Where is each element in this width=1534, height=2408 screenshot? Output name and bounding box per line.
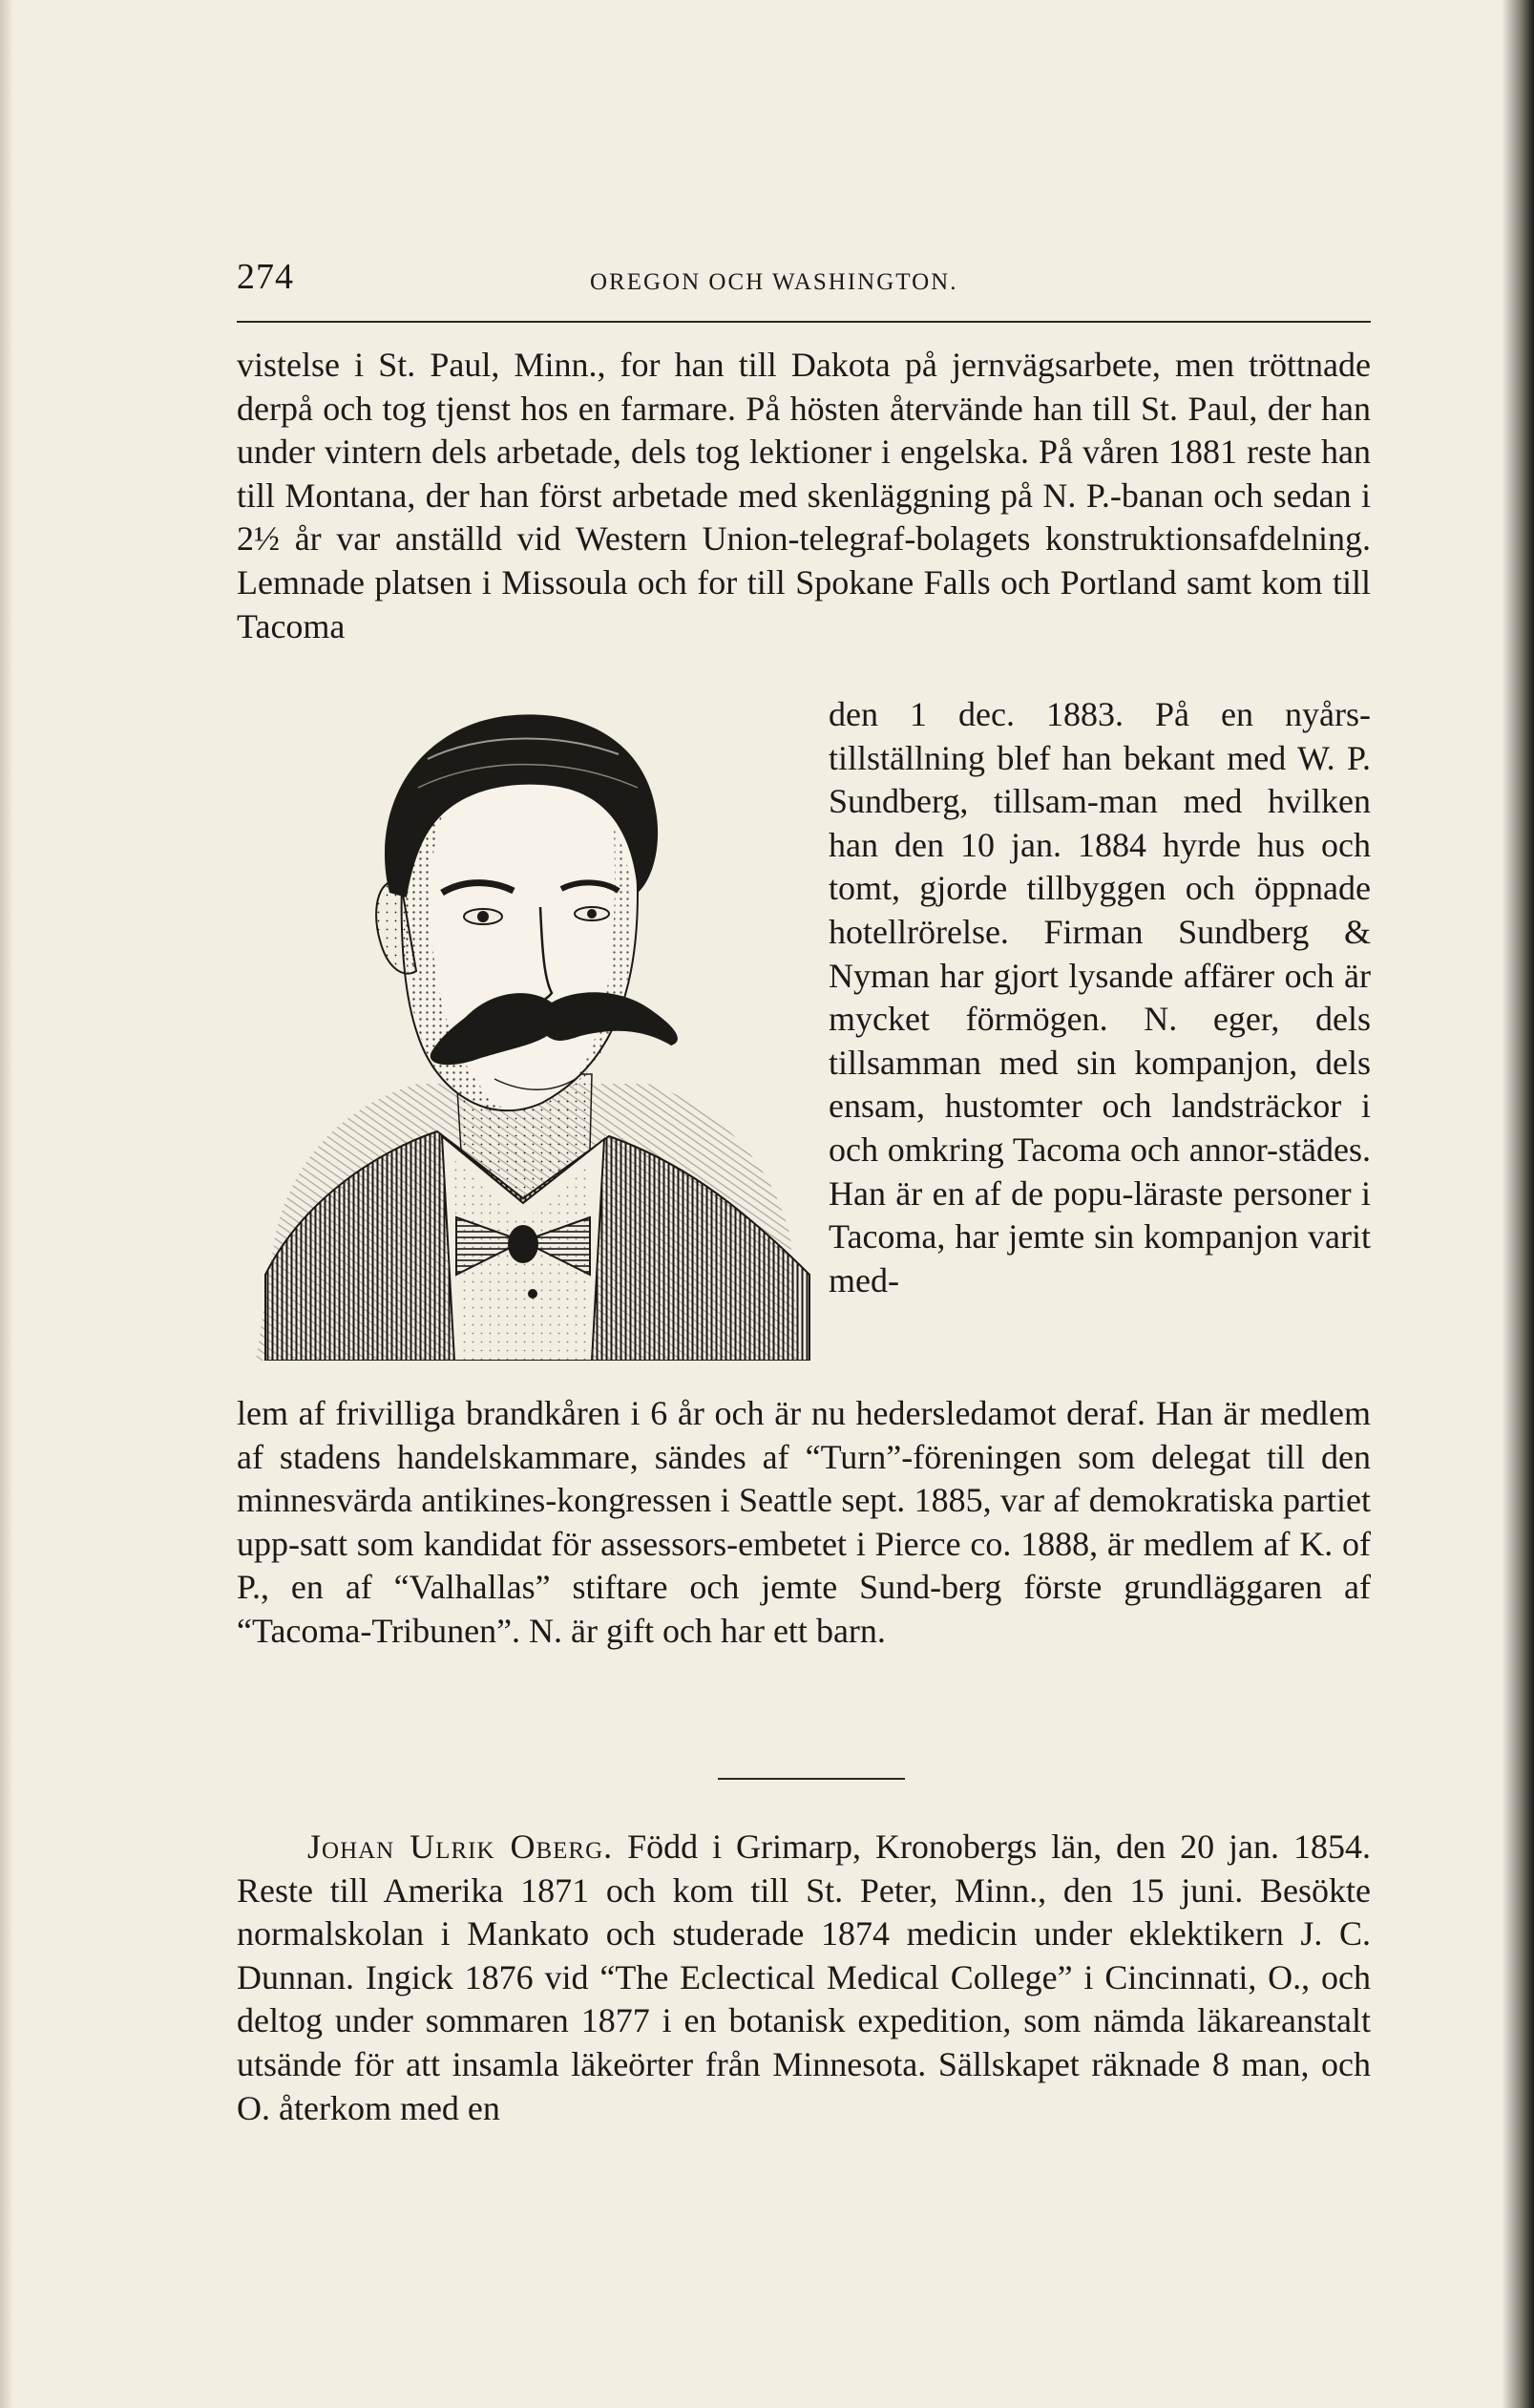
header-rule [237, 321, 1371, 323]
running-title: OREGON OCH WASHINGTON. [590, 269, 958, 295]
body-text-bottom [237, 1392, 1371, 1654]
page-edge-right [1502, 0, 1534, 2408]
portrait-illustration [237, 702, 819, 1361]
paragraph-top: vistelse i St. Paul, Minn., for han till Dakota på jernvägsarbete, men tröttnade derpå och tog tjenst hos en farmare. På hösten återvände han till St. Paul, der han under vintern dels arbetade, dels tog lektioner i engelska. På våren 1881 reste han till Montana, der han först arbetade med skenläggning på N. P.-banan och sedan i 2½ år var anställd vid Western Union-telegraf-bolagets konstruktionsafdelning. Lemnade platsen i Missoula och for till Spokane Falls och Portland samt kom till Tacoma [237, 346, 1371, 645]
page-edge-left [0, 0, 13, 2408]
running-header [237, 256, 1373, 300]
section-divider [718, 1778, 905, 1780]
entry-name: Johan Ulrik Oberg. [307, 1827, 614, 1866]
entry-paragraph [237, 1826, 1371, 2130]
portrait-engraving [237, 702, 819, 1361]
entry-text: Född i Grimarp, Kronobergs län, den 20 jan. 1854. Reste till Amerika 1871 och kom till St. Peter, Minn., den 15 juni. Besökte normalskolan i Mankato och studerade 1874 medicin under eklektikern J. C. Dunnan. Ingick 1876 vid “The Eclectical Medical College” i Cincinnati, O., och deltog under sommaren 1877 i en botanisk expedition, som nämda läkareanstalt utsände för att insamla läkeörter från Minnesota. Sällskapet räknade 8 man, och O. återkom med en [237, 1827, 1371, 2127]
biography-entry [237, 1826, 1371, 2130]
paragraph-wrap: den 1 dec. 1883. På en nyårs-tillställning blef han bekant med W. P. Sundberg, tillsam-man med hvilken han den 10 jan. 1884 hyrde hus och tomt, gjorde tillbyggen och öppnade hotellrörelse. Firman Sundberg & Nyman har gjort lysande affärer och är mycket förmögen. N. eger, dels tillsamman med sin kompanjon, dels ensam, hustomter och landsträckor i och omkring Tacoma och annor-städes. Han är en af de popu-läraste personer i Tacoma, har jemte sin kompanjon varit med- [829, 695, 1371, 1299]
body-text-wrap [829, 693, 1371, 1302]
page-number: 274 [237, 257, 294, 297]
paragraph-bottom: lem af frivilliga brandkåren i 6 år och är nu hedersledamot deraf. Han är medlem af stadens handelskammare, sändes af “Turn”-föreningen som delegat till den minnesvärda antikines-kongressen i Seattle sept. 1885, var af demokratiska partiet upp-satt som kandidat för assessors-embetet i Pierce co. 1888, är medlem af K. of P., en af “Valhallas” stiftare och jemte Sund-berg förste grundläggaren af “Tacoma-Tribunen”. N. är gift och har ett barn. [237, 1394, 1371, 1650]
body-text-top [237, 344, 1371, 648]
